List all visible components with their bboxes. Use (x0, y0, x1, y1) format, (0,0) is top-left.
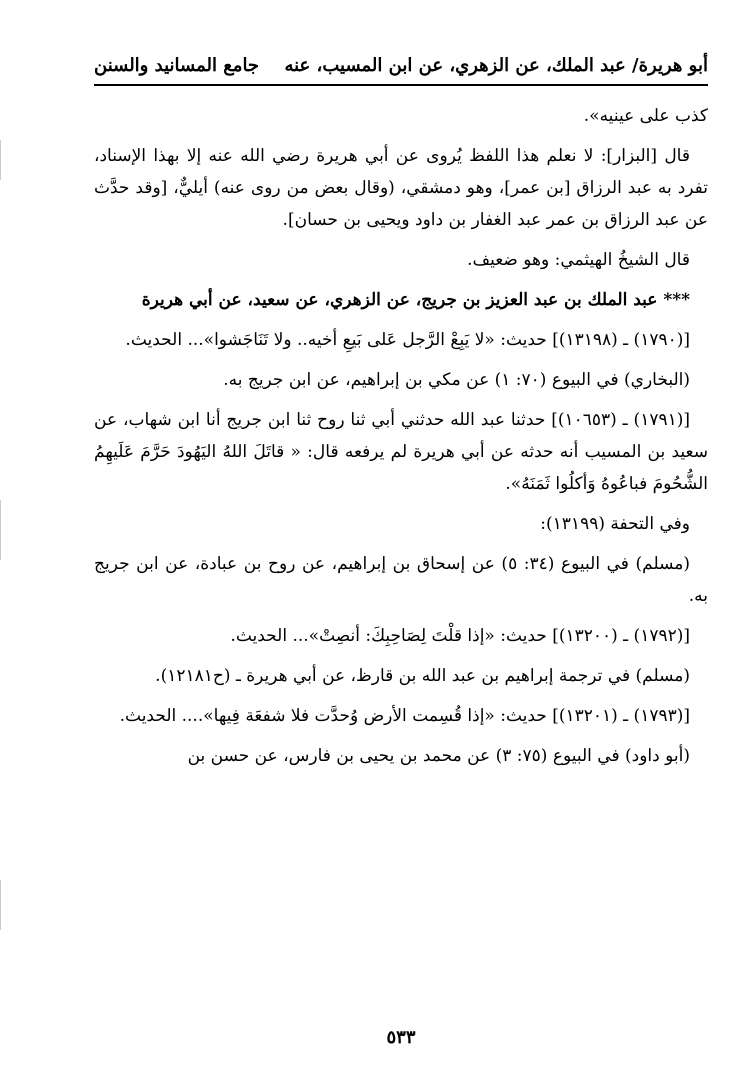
hadith-entry: [(١٧٩٠) ـ (١٣١٩٨)] حديث: «لا يَبِعْ الرَّجل عَلى بَيعِ أخيه.. ولا تَنَاجَشوا»... الحديث. (125, 330, 690, 350)
paragraph: كذب على عينيه». (583, 106, 708, 126)
paragraph: (أبو داود) في البيوع (٧٥: ٣) عن محمد بن يحيى بن فارس، عن حسن بن (187, 746, 690, 766)
paragraph: (مسلم) في ترجمة إبراهيم بن عبد الله بن قارظ، عن أبي هريرة ـ (ح١٢١٨١). (155, 666, 690, 686)
paragraph: قال [البزار]: لا نعلم هذا اللفظ يُروى عن أبي هريرة رضي الله عنه إلا بهذا الإسناد، تفرد به عبد الرزاق [بن عمر]، وهو دمشقي، (وقال بعض من روى عنه) أيليٌّ، [وقد حدَّث عن عبد الرزاق بن عمر عبد الغفار بن داود ويحيى بن حسان]. (94, 146, 708, 230)
header-book-title: جامع المسانيد والسنن (94, 55, 260, 76)
book-page (94, 48, 708, 1048)
isnad-heading: *** عبد الملك بن عبد العزيز بن جريج، عن الزهري، عن سعيد، عن أبي هريرة (141, 290, 690, 310)
page-number: ٥٣٣ (386, 1027, 416, 1048)
paragraph: وفي التحفة (١٣١٩٩): (540, 514, 690, 534)
paragraph: قال الشيخُ الهيثمي: وهو ضعيف. (467, 250, 690, 270)
page-body (94, 100, 708, 772)
hadith-entry: [(١٧٩٢) ـ (١٣٢٠٠)] حديث: «إذا قلْتَ لِصَاحِبِكَ: أنصِتْ»... الحديث. (230, 626, 690, 646)
hadith-entry: [(١٧٩١) ـ (١٠٦٥٣)] حدثنا عبد الله حدثني أبي ثنا روح ثنا ابن جريج أنا ابن شهاب، عن سعيد بن المسيب أنه حدثه عن أبي هريرة لم يرفعه قال: « قاتَلَ اللهُ اليَهُودَ حَرَّمَ عَلَيهِمُ الشُّحُومَ فباعُوهُ وَأكلُوا ثَمَنَهُ». (94, 410, 708, 494)
paragraph: (مسلم) في البيوع (٣٤: ٥) عن إسحاق بن إبراهيم، عن روح بن عبادة، عن ابن جريج به. (94, 554, 708, 606)
running-header (94, 48, 708, 86)
paragraph: (البخاري) في البيوع (٧٠: ١) عن مكي بن إبراهيم، عن ابن جريج به. (223, 370, 690, 390)
hadith-entry: [(١٧٩٣) ـ (١٣٢٠١)] حديث: «إذا قُسِمت الأرض وُحدَّت فلا شفعَة فِيها».... الحديث. (119, 706, 690, 726)
scan-edge-marks (0, 0, 6, 1080)
header-chapter-title: أبو هريرة/ عبد الملك، عن الزهري، عن ابن المسيب، عنه (284, 55, 708, 76)
